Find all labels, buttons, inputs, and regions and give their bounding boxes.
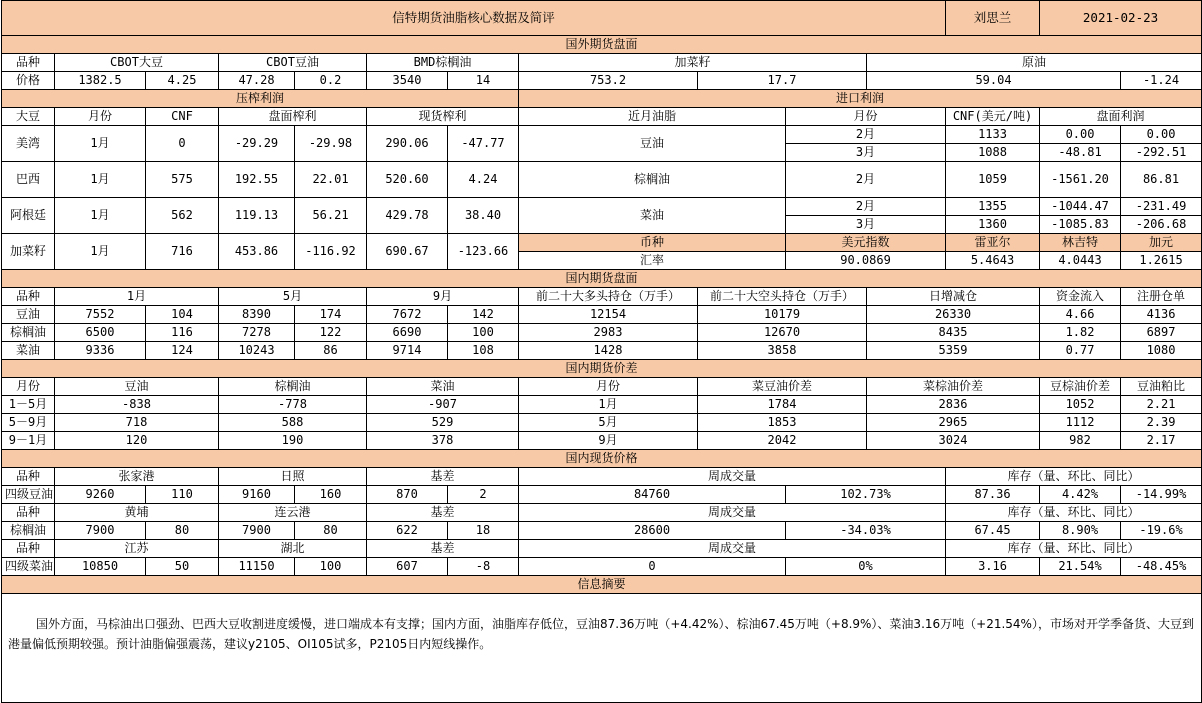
report-date: 2021-02-23 [1040,1,1202,36]
spot-name: 四级菜油 [2,558,55,576]
spread-header-soy: 豆油 [55,378,219,396]
import-row-profit: -1085.83 [1040,216,1121,234]
spot-basis-2: 100 [295,558,367,576]
table-row [2,396,1202,414]
spot-header-variety: 品种 [2,540,55,558]
spot-stock: 3.16 [946,558,1040,576]
futures-header-jan: 1月 [55,288,219,306]
label-price: 价格 [2,72,55,90]
spread-rape-soy: 1784 [698,396,867,414]
spot-price-1: 7900 [55,522,146,540]
fx-dxy-value: 90.0869 [786,252,946,270]
cbot-soyoil-price: 47.28 [219,72,295,90]
import-header-oil: 近月油脂 [519,108,786,126]
crush-row-spot: 429.78 [367,198,448,234]
spot-stock-mom: 8.90% [1040,522,1121,540]
crush-row-spot-change: -47.77 [448,126,519,162]
spread-header-month-2: 月份 [519,378,698,396]
spot-header-stock: 库存（量、环比、同比） [946,504,1202,522]
futures-sep-change: 142 [448,306,519,324]
spot-price-1: 9260 [55,486,146,504]
fx-header-cad: 加元 [1121,234,1202,252]
spread-soy: 120 [55,432,219,450]
spot-header-volume: 周成交量 [519,468,946,486]
spot-basis-1: 80 [146,522,219,540]
futures-may-price: 8390 [219,306,295,324]
section-import-margin: 进口利润 [519,90,1202,108]
crush-header-disk: 盘面榨利 [219,108,367,126]
cbot-soybean-change: 4.25 [146,72,219,90]
import-row-profit-2: 0.00 [1121,126,1202,144]
cbot-soyoil-change: 0.2 [295,72,367,90]
futures-header-receipt: 注册仓单 [1121,288,1202,306]
spread-oil-meal: 2.21 [1121,396,1202,414]
crush-header-month: 月份 [55,108,146,126]
futures-header-flow: 资金流入 [1040,288,1121,306]
futures-sep-price: 7672 [367,306,448,324]
spread-header-oil-meal: 豆油粕比 [1121,378,1202,396]
futures-oi: 26330 [867,306,1040,324]
spot-basis-2: 160 [295,486,367,504]
futures-name: 豆油 [2,306,55,324]
import-row-profit: -1044.47 [1040,198,1121,216]
futures-name: 菜油 [2,342,55,360]
spot-volume-change: 0% [786,558,946,576]
crush-row-spot-change: 38.40 [448,198,519,234]
fx-rate-label: 汇率 [519,252,786,270]
futures-name: 棕榈油 [2,324,55,342]
futures-may-change: 122 [295,324,367,342]
crude-label: 原油 [867,54,1202,72]
futures-sep-change: 100 [448,324,519,342]
table-row [2,522,1202,540]
crush-row-disk: 453.86 [219,234,295,270]
spot-header-variety: 品种 [2,504,55,522]
crush-row-disk: 119.13 [219,198,295,234]
import-row-cnf: 1059 [946,162,1040,198]
bmd-palm-label: BMD棕榈油 [367,54,519,72]
crush-row-name: 美湾 [2,126,55,162]
table-row [2,342,1202,360]
cbot-soyoil-label: CBOT豆油 [219,54,367,72]
table-row [2,486,1202,504]
spot-header-basis: 基差 [367,504,519,522]
spread-header-rape-palm: 菜棕油价差 [867,378,1040,396]
futures-sep-price: 6690 [367,324,448,342]
bmd-palm-change: 14 [448,72,519,90]
spot-basis-1: 110 [146,486,219,504]
section-crush-margin: 压榨利润 [2,90,519,108]
spread-rape-palm: 2836 [867,396,1040,414]
spread-month-2: 1月 [519,396,698,414]
crush-row-spot: 290.06 [367,126,448,162]
canola-change: 17.7 [698,72,867,90]
spot-volume-change: -34.03% [786,522,946,540]
summary-text: 国外方面，马棕油出口强劲、巴西大豆收割进度缓慢，进口端成本有支撑；国内方面，油脂库存低位，豆油87.36万吨（+4.42%）、棕油67.45万吨（+8.9%）、菜油3.16万吨（+21.54%），市场对开学季备货、大豆到港量偏低预期较强。预计油脂偏强震荡，建议y2105、OI105试多，P2105日内短线操作。 [2,594,1202,703]
import-row-month: 2月 [786,162,946,198]
import-row-profit-2: -206.68 [1121,216,1202,234]
futures-sep-change: 108 [448,342,519,360]
section-spot-prices: 国内现货价格 [2,450,1202,468]
spot-header-stock: 库存（量、环比、同比） [946,540,1202,558]
crude-change: -1.24 [1121,72,1202,90]
spot-header-variety: 品种 [2,468,55,486]
crush-header-soy: 大豆 [2,108,55,126]
spot-basis-value: 622 [367,522,448,540]
spot-location-1: 黄埔 [55,504,219,522]
spot-basis-value: 607 [367,558,448,576]
spread-soy: 718 [55,414,219,432]
spot-volume: 84760 [519,486,786,504]
table-row [2,432,1202,450]
spot-price-2: 11150 [219,558,295,576]
import-row-profit-2: -231.49 [1121,198,1202,216]
crush-row-cnf: 562 [146,198,219,234]
spot-stock-yoy: -14.99% [1121,486,1202,504]
crush-row-disk-change: -116.92 [295,234,367,270]
report-title: 信特期货油脂核心数据及简评 [2,1,946,36]
futures-short: 10179 [698,306,867,324]
spot-basis-change: 2 [448,486,519,504]
crush-header-cnf: CNF [146,108,219,126]
spot-stock: 87.36 [946,486,1040,504]
spread-soy-palm: 982 [1040,432,1121,450]
fx-myr-value: 4.0443 [1040,252,1121,270]
futures-receipt: 1080 [1121,342,1202,360]
futures-header-oi: 日增减仓 [867,288,1040,306]
spot-basis-change: 18 [448,522,519,540]
table-row [2,306,1202,324]
cbot-soybean-price: 1382.5 [55,72,146,90]
import-row-month: 2月 [786,126,946,144]
spread-month: 1－5月 [2,396,55,414]
spot-location-2: 连云港 [219,504,367,522]
spread-palm: 190 [219,432,367,450]
spot-basis-change: -8 [448,558,519,576]
import-row-cnf: 1088 [946,144,1040,162]
spot-basis-2: 80 [295,522,367,540]
crush-row-name: 阿根廷 [2,198,55,234]
spot-price-2: 7900 [219,522,295,540]
spread-oil-meal: 2.39 [1121,414,1202,432]
futures-receipt: 4136 [1121,306,1202,324]
crush-row-disk-change: -29.98 [295,126,367,162]
spread-rape-palm: 2965 [867,414,1040,432]
spot-stock-yoy: -48.45% [1121,558,1202,576]
import-row-profit: -1561.20 [1040,162,1121,198]
crush-row-month: 1月 [55,126,146,162]
futures-may-change: 174 [295,306,367,324]
spot-price-1: 10850 [55,558,146,576]
crush-row-disk: 192.55 [219,162,295,198]
spot-location-1: 江苏 [55,540,219,558]
futures-may-price: 10243 [219,342,295,360]
cbot-soybean-label: CBOT大豆 [55,54,219,72]
section-summary: 信息摘要 [2,576,1202,594]
spot-name: 棕榈油 [2,522,55,540]
fx-header-dxy: 美元指数 [786,234,946,252]
spread-rape: 529 [367,414,519,432]
import-row-profit: 0.00 [1040,126,1121,144]
spread-rape-soy: 2042 [698,432,867,450]
spot-basis-1: 50 [146,558,219,576]
spot-location-2: 湖北 [219,540,367,558]
spread-rape-soy: 1853 [698,414,867,432]
fx-header-myr: 林吉特 [1040,234,1121,252]
spread-rape: 378 [367,432,519,450]
fx-header-currency: 币种 [519,234,786,252]
futures-may-price: 7278 [219,324,295,342]
spread-palm: 588 [219,414,367,432]
spread-header-month: 月份 [2,378,55,396]
spread-month: 9－1月 [2,432,55,450]
futures-jan-price: 6500 [55,324,146,342]
futures-long: 12154 [519,306,698,324]
import-header-cnf: CNF(美元/吨) [946,108,1040,126]
futures-header-variety: 品种 [2,288,55,306]
futures-oi: 8435 [867,324,1040,342]
fx-brl-value: 5.4643 [946,252,1040,270]
futures-header-long: 前二十大多头持仓（万手） [519,288,698,306]
spot-volume: 28600 [519,522,786,540]
import-header-profit: 盘面利润 [1040,108,1202,126]
spread-rape-palm: 3024 [867,432,1040,450]
bmd-palm-price: 3540 [367,72,448,90]
futures-short: 12670 [698,324,867,342]
futures-header-short: 前二十大空头持仓（万手） [698,288,867,306]
spot-stock-yoy: -19.6% [1121,522,1202,540]
import-palm-label: 棕榈油 [519,162,786,198]
crush-row-disk-change: 22.01 [295,162,367,198]
crude-price: 59.04 [867,72,1121,90]
spread-header-soy-palm: 豆棕油价差 [1040,378,1121,396]
spot-stock-mom: 4.42% [1040,486,1121,504]
futures-long: 1428 [519,342,698,360]
oil-data-sheet [1,0,1202,703]
crush-row-spot: 690.67 [367,234,448,270]
spread-soy-palm: 1052 [1040,396,1121,414]
spot-header-volume: 周成交量 [519,504,946,522]
import-row-profit-2: 86.81 [1121,162,1202,198]
futures-jan-price: 9336 [55,342,146,360]
futures-oi: 5359 [867,342,1040,360]
spread-oil-meal: 2.17 [1121,432,1202,450]
crush-row-cnf: 575 [146,162,219,198]
crush-row-cnf: 716 [146,234,219,270]
crush-row-name: 巴西 [2,162,55,198]
fx-header-brl: 雷亚尔 [946,234,1040,252]
import-row-month: 3月 [786,216,946,234]
spot-header-volume: 周成交量 [519,540,946,558]
import-row-cnf: 1133 [946,126,1040,144]
spread-soy-palm: 1112 [1040,414,1121,432]
spot-header-basis: 基差 [367,468,519,486]
crush-row-spot-change: -123.66 [448,234,519,270]
spot-volume-change: 102.73% [786,486,946,504]
crush-row-month: 1月 [55,162,146,198]
import-rapeseed-label: 菜油 [519,198,786,234]
crush-row-spot-change: 4.24 [448,162,519,198]
spot-header-basis: 基差 [367,540,519,558]
futures-flow: 0.77 [1040,342,1121,360]
futures-header-may: 5月 [219,288,367,306]
futures-jan-change: 116 [146,324,219,342]
spot-header-stock: 库存（量、环比、同比） [946,468,1202,486]
spread-header-palm: 棕榈油 [219,378,367,396]
import-header-month: 月份 [786,108,946,126]
spot-location-1: 张家港 [55,468,219,486]
import-row-profit-2: -292.51 [1121,144,1202,162]
spread-soy: -838 [55,396,219,414]
spread-header-rape: 菜油 [367,378,519,396]
table-row [2,414,1202,432]
spread-palm: -778 [219,396,367,414]
futures-jan-change: 124 [146,342,219,360]
table-row [2,324,1202,342]
section-foreign-futures: 国外期货盘面 [2,36,1202,54]
crush-row-name: 加菜籽 [2,234,55,270]
import-soyoil-label: 豆油 [519,126,786,162]
import-row-cnf: 1360 [946,216,1040,234]
futures-receipt: 6897 [1121,324,1202,342]
import-row-month: 3月 [786,144,946,162]
futures-sep-price: 9714 [367,342,448,360]
crush-row-month: 1月 [55,198,146,234]
section-spreads: 国内期货价差 [2,360,1202,378]
futures-jan-change: 104 [146,306,219,324]
futures-long: 2983 [519,324,698,342]
crush-row-spot: 520.60 [367,162,448,198]
fx-cad-value: 1.2615 [1121,252,1202,270]
spot-name: 四级豆油 [2,486,55,504]
crush-row-cnf: 0 [146,126,219,162]
spread-rape: -907 [367,396,519,414]
spot-price-2: 9160 [219,486,295,504]
spot-basis-value: 870 [367,486,448,504]
crush-row-disk: -29.29 [219,126,295,162]
futures-header-sep: 9月 [367,288,519,306]
import-row-profit: -48.81 [1040,144,1121,162]
futures-flow: 1.82 [1040,324,1121,342]
spot-stock: 67.45 [946,522,1040,540]
futures-jan-price: 7552 [55,306,146,324]
futures-short: 3858 [698,342,867,360]
import-row-month: 2月 [786,198,946,216]
spot-stock-mom: 21.54% [1040,558,1121,576]
spot-location-2: 日照 [219,468,367,486]
futures-flow: 4.66 [1040,306,1121,324]
crush-header-spot: 现货榨利 [367,108,519,126]
crush-row-disk-change: 56.21 [295,198,367,234]
canola-price: 753.2 [519,72,698,90]
spread-header-rape-soy: 菜豆油价差 [698,378,867,396]
import-row-cnf: 1355 [946,198,1040,216]
spot-volume: 0 [519,558,786,576]
report-author: 刘思兰 [946,1,1040,36]
section-domestic-futures: 国内期货盘面 [2,270,1202,288]
label-variety: 品种 [2,54,55,72]
futures-may-change: 86 [295,342,367,360]
table-row [2,558,1202,576]
canola-label: 加菜籽 [519,54,867,72]
crush-row-month: 1月 [55,234,146,270]
spread-month-2: 9月 [519,432,698,450]
spread-month-2: 5月 [519,414,698,432]
spread-month: 5－9月 [2,414,55,432]
